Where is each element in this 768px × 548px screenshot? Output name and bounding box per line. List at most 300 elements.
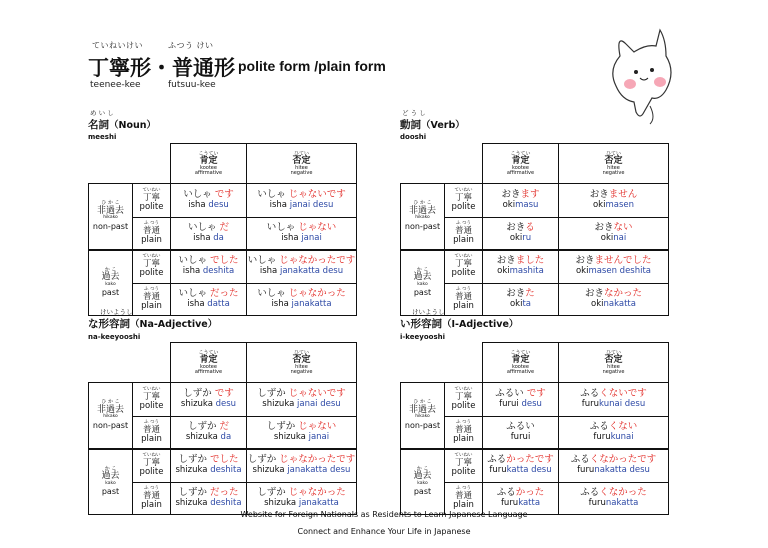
plain-kanji: 普通 <box>454 225 472 236</box>
jp-part: いしゃ <box>257 189 289 201</box>
affirmative-header <box>483 144 559 184</box>
romaji-form <box>171 400 246 410</box>
polite-form-label <box>133 184 171 218</box>
polite-label: polite <box>451 467 476 478</box>
past-label: past <box>413 487 432 497</box>
jp-part: じゃなかったです <box>279 255 356 267</box>
noun-conjugation-table <box>88 143 357 316</box>
table-row <box>401 184 669 218</box>
plain-kanji: 普通 <box>454 291 472 302</box>
jp-part: おき <box>575 255 595 267</box>
jp-part: る <box>525 221 535 233</box>
romaji-part: furu <box>500 498 519 509</box>
negative-kanji: 否定 <box>604 155 623 166</box>
jp-part: しずか <box>178 454 210 466</box>
affirmative-romaji: kootee <box>200 363 217 370</box>
past-romaji: kako <box>105 480 116 486</box>
jp-part: ません <box>608 189 638 201</box>
jp-part: なかった <box>604 288 643 300</box>
table-row <box>401 250 669 284</box>
i-adj-title-en: （I-Adjective） <box>442 319 519 330</box>
past-row-header <box>89 449 133 515</box>
polite-form-label <box>133 449 171 483</box>
conjugation-cell <box>247 383 357 417</box>
past-romaji: kako <box>417 480 428 486</box>
romaji-part: oki <box>592 200 606 211</box>
plain-form-label <box>133 218 171 250</box>
romaji-form <box>559 300 668 310</box>
futsuu-romaji: futsuu-kee <box>168 80 216 90</box>
noun-romaji: meeshi <box>88 133 117 141</box>
romaji-part: desu <box>622 399 646 410</box>
table-corner <box>401 144 483 184</box>
conjugation-cell <box>247 184 357 218</box>
polite-furigana: ていねい <box>454 188 473 194</box>
polite-furigana: ていねい <box>454 387 473 393</box>
polite-kanji: 丁寧 <box>454 458 472 469</box>
romaji-part: isha <box>187 299 208 310</box>
conjugation-cell <box>171 218 247 250</box>
conjugation-cell <box>559 417 669 449</box>
romaji-form <box>171 267 246 277</box>
romaji-part: shizuka <box>180 399 216 410</box>
jp-part: しずか <box>187 420 220 432</box>
jp-part: です <box>526 388 546 400</box>
plain-label: plain <box>141 300 162 311</box>
romaji-part: janakatta desu <box>279 266 344 277</box>
romaji-form <box>559 499 668 509</box>
romaji-part: furu <box>581 399 600 410</box>
affirmative-romaji: kootee <box>512 164 529 171</box>
jp-part: ふるい <box>495 388 527 400</box>
romaji-form <box>559 466 668 476</box>
nonpast-label: non-past <box>92 221 129 231</box>
plain-label: plain <box>453 499 474 510</box>
polite-form-label <box>445 449 483 483</box>
romaji-part: desu <box>208 200 229 211</box>
romaji-part: kunai <box>599 399 623 410</box>
romaji-form <box>171 466 246 476</box>
affirmative-furigana: こうてい <box>198 349 219 356</box>
jp-part: くない <box>608 420 638 432</box>
plain-label: plain <box>453 433 474 444</box>
table-corner <box>89 343 171 383</box>
jp-part: ませんでした <box>594 255 652 267</box>
romaji-part: isha <box>269 200 290 211</box>
plain-furigana: ふ つう <box>144 419 159 425</box>
jp-part: ふる <box>570 454 590 466</box>
jp-part: じゃないです <box>288 388 346 400</box>
page-title-jp: 丁寧形・普通形 <box>88 56 235 80</box>
polite-kanji: 丁寧 <box>142 192 160 203</box>
romaji-part: shizuka <box>252 465 288 476</box>
noun-title-en: （Noun） <box>109 120 157 131</box>
romaji-form <box>559 234 668 244</box>
negative-romaji: hitee <box>295 363 308 370</box>
plain-kanji: 普通 <box>454 490 472 501</box>
polite-furigana: ていねい <box>142 387 161 393</box>
past-kanji: 過去 <box>413 272 432 283</box>
jp-part: ない <box>613 221 633 233</box>
polite-label: polite <box>451 400 476 411</box>
affirmative-label: affirmative <box>506 169 535 176</box>
romaji-part: isha <box>259 266 280 277</box>
romaji-part: datta <box>207 299 230 310</box>
romaji-part: furu <box>577 465 595 476</box>
jp-part: でした <box>210 255 239 267</box>
jp-part: いしゃ <box>247 255 280 267</box>
romaji-part: katta <box>518 498 541 509</box>
jp-part: じゃなかった <box>288 487 346 499</box>
negative-header <box>559 144 669 184</box>
romaji-form <box>171 300 246 310</box>
conjugation-cell <box>247 250 357 284</box>
nonpast-furigana: ひ か こ <box>413 200 432 207</box>
polite-label: polite <box>139 467 164 478</box>
jp-part: おき <box>589 189 609 201</box>
table-corner <box>401 343 483 383</box>
polite-form-label <box>445 250 483 284</box>
romaji-part: da <box>213 232 224 243</box>
polite-form-label <box>445 184 483 218</box>
nonpast-romaji: hikako <box>103 215 118 221</box>
footer-line-1: Website for Foreign Nationals as Residents to Learn Japanese Language <box>240 510 528 519</box>
romaji-part: oki <box>600 232 614 243</box>
romaji-part: nai <box>613 232 627 243</box>
jp-part: しずか <box>257 388 289 400</box>
negative-furigana: ひてい <box>293 150 309 157</box>
romaji-part: furu <box>593 431 611 442</box>
verb-heading <box>400 117 465 132</box>
romaji-part: isha <box>271 299 292 310</box>
romaji-form <box>483 201 558 211</box>
romaji-form <box>483 267 558 277</box>
affirmative-header <box>483 343 559 383</box>
negative-label: negative <box>290 169 313 176</box>
romaji-form <box>247 499 356 509</box>
conjugation-cell <box>559 184 669 218</box>
polite-furigana: ていねい <box>454 453 473 459</box>
romaji-part: shizuka <box>273 431 309 442</box>
plain-label: plain <box>453 234 474 245</box>
romaji-part: shizuka <box>175 465 211 476</box>
romaji-part: shizuka <box>264 498 299 509</box>
jp-part: だった <box>210 487 239 499</box>
jp-part: た <box>525 288 535 300</box>
plain-kanji: 普通 <box>454 424 472 435</box>
noun-heading <box>88 117 156 132</box>
conjugation-cell <box>171 184 247 218</box>
jp-part: です <box>214 388 234 400</box>
romaji-part: masu <box>515 200 539 211</box>
polite-furigana: ていねい <box>142 188 161 194</box>
plain-furigana: ふ つう <box>144 220 159 226</box>
plain-label: plain <box>453 300 474 311</box>
jp-part: です <box>627 388 647 400</box>
conjugation-cell <box>247 417 357 449</box>
past-furigana: か こ <box>104 465 117 472</box>
romaji-part: masen <box>605 200 635 211</box>
romaji-form <box>559 433 668 443</box>
conjugation-cell <box>171 383 247 417</box>
conjugation-cell <box>483 184 559 218</box>
conjugation-cell <box>483 218 559 250</box>
polite-form-label <box>133 383 171 417</box>
nonpast-row-header <box>401 184 445 250</box>
jp-part: じゃないです <box>288 189 346 201</box>
jp-part: おき <box>584 288 604 300</box>
romaji-part: deshita <box>210 498 242 509</box>
jp-part: ふる <box>487 454 507 466</box>
polite-label: polite <box>451 268 476 279</box>
plain-label: plain <box>141 499 162 510</box>
nonpast-kanji: 非過去 <box>408 404 436 415</box>
nonpast-kanji: 非過去 <box>408 205 436 216</box>
plain-furigana: ふ つう <box>456 486 471 492</box>
polite-form-label <box>445 383 483 417</box>
past-romaji: kako <box>417 281 428 287</box>
jp-part: だ <box>219 420 230 432</box>
table-row <box>89 383 357 417</box>
jp-part: おき <box>501 189 521 201</box>
verb-furigana: ど う し <box>402 109 426 117</box>
conjugation-cell <box>559 383 669 417</box>
nonpast-furigana: ひ か こ <box>101 200 120 207</box>
romaji-part: shizuka <box>175 498 211 509</box>
i-adj-heading <box>400 316 518 331</box>
verb-romaji: dooshi <box>400 133 427 141</box>
plain-form-label <box>445 284 483 316</box>
jp-part: くない <box>599 388 628 400</box>
romaji-part: oki <box>497 266 510 277</box>
polite-furigana: ていねい <box>142 254 161 260</box>
romaji-part: janakatta <box>291 299 332 310</box>
na-adj-furigana: けいようし <box>100 308 133 316</box>
romaji-part: shizuka <box>262 399 298 410</box>
na-adj-title-en: （Na-Adjective） <box>130 319 218 330</box>
negative-romaji: hitee <box>607 164 620 171</box>
affirmative-romaji: kootee <box>200 164 217 171</box>
conjugation-cell <box>171 449 247 483</box>
past-row-header <box>89 250 133 316</box>
romaji-part: oki <box>502 200 516 211</box>
table-row <box>401 449 669 483</box>
conjugation-cell <box>483 449 559 483</box>
jp-part: しずか <box>266 420 299 432</box>
plain-form-label <box>445 218 483 250</box>
romaji-form <box>559 201 668 211</box>
noun-title-jp: 名詞 <box>88 119 109 131</box>
nonpast-label: non-past <box>404 221 441 231</box>
romaji-part: oki <box>509 232 523 243</box>
conjugation-cell <box>483 284 559 316</box>
jp-part: いしゃ <box>266 221 299 233</box>
teinei-furigana: ていねいけい <box>92 41 143 50</box>
past-kanji: 過去 <box>101 272 120 283</box>
romaji-form <box>171 433 246 443</box>
affirmative-label: affirmative <box>194 368 223 375</box>
romaji-part: deshita <box>202 266 235 277</box>
romaji-form <box>247 267 356 277</box>
negative-furigana: ひてい <box>605 349 621 356</box>
past-row-header <box>401 449 445 515</box>
past-label: past <box>101 487 120 497</box>
polite-kanji: 丁寧 <box>454 391 472 402</box>
romaji-part: oki <box>509 299 523 310</box>
i-adj-furigana: けいようし <box>412 308 445 316</box>
past-furigana: か こ <box>104 266 117 273</box>
conjugation-cell <box>559 449 669 483</box>
romaji-part: janai <box>301 232 322 243</box>
na-adj-conjugation-table <box>88 342 357 515</box>
affirmative-furigana: こうてい <box>510 150 531 157</box>
jp-part: おき <box>496 255 516 267</box>
romaji-part: ta <box>522 299 532 310</box>
jp-part: だった <box>210 288 239 300</box>
conjugation-cell <box>559 218 669 250</box>
romaji-part: furui <box>499 399 522 410</box>
polite-label: polite <box>139 201 164 212</box>
table-corner <box>89 144 171 184</box>
romaji-part: isha <box>188 200 209 211</box>
plain-kanji: 普通 <box>142 225 160 236</box>
jp-part: ふるい <box>506 420 535 432</box>
jp-part: いしゃ <box>178 288 210 300</box>
romaji-form <box>483 300 558 310</box>
polite-kanji: 丁寧 <box>142 391 160 402</box>
romaji-part: deshita <box>210 465 242 476</box>
negative-header <box>247 343 357 383</box>
jp-part: ふる <box>580 487 600 499</box>
nonpast-kanji: 非過去 <box>96 404 124 415</box>
na-adj-romaji: na-keeyooshi <box>88 333 141 341</box>
na-adj-heading <box>88 316 217 331</box>
polite-label: polite <box>451 201 476 212</box>
plain-form-label <box>445 417 483 449</box>
footer-line-2: Connect and Enhance Your Life in Japanese <box>297 527 471 536</box>
affirmative-header <box>171 343 247 383</box>
nonpast-furigana: ひ か こ <box>101 399 120 406</box>
polite-kanji: 丁寧 <box>142 458 160 469</box>
romaji-part: janai desu <box>289 200 334 211</box>
affirmative-furigana: こうてい <box>198 150 219 157</box>
affirmative-label: affirmative <box>506 368 535 375</box>
jp-part: ます <box>520 189 540 201</box>
romaji-part: oki <box>591 299 604 310</box>
polite-kanji: 丁寧 <box>454 192 472 203</box>
i-adj-conjugation-table <box>400 342 669 515</box>
polite-furigana: ていねい <box>454 254 473 260</box>
past-furigana: か こ <box>416 465 429 472</box>
romaji-form <box>559 267 668 277</box>
plain-label: plain <box>141 433 162 444</box>
jp-part: いしゃ <box>257 288 289 300</box>
nonpast-furigana: ひ か こ <box>413 399 432 406</box>
table-row <box>89 250 357 284</box>
jp-part: です <box>214 189 234 201</box>
conjugation-cell <box>483 250 559 284</box>
conjugation-cell <box>171 250 247 284</box>
jp-part: ました <box>515 255 545 267</box>
nonpast-romaji: hikako <box>415 414 430 420</box>
jp-part: ふる <box>580 388 600 400</box>
polite-label: polite <box>139 268 164 279</box>
romaji-form <box>483 400 558 410</box>
affirmative-kanji: 肯定 <box>511 155 530 166</box>
romaji-form <box>483 499 558 509</box>
past-kanji: 過去 <box>413 471 432 482</box>
conjugation-cell <box>247 284 357 316</box>
romaji-part: furu <box>588 498 606 509</box>
past-label: past <box>413 288 432 298</box>
jp-part: くなかった <box>599 487 647 499</box>
romaji-form <box>171 201 246 211</box>
romaji-part: janakatta desu <box>287 465 351 476</box>
nonpast-label: non-past <box>92 420 129 430</box>
romaji-part: nakatta <box>603 299 636 310</box>
negative-romaji: hitee <box>607 363 620 370</box>
jp-part: しずか <box>183 388 215 400</box>
plain-furigana: ふ つう <box>144 486 159 492</box>
plain-label: plain <box>141 234 162 245</box>
page-title-en: polite form /plain form <box>238 58 386 74</box>
plain-furigana: ふ つう <box>456 419 471 425</box>
negative-label: negative <box>290 368 313 375</box>
plain-form-label <box>133 284 171 316</box>
romaji-part: janai <box>308 431 330 442</box>
romaji-part: isha <box>281 232 302 243</box>
romaji-part: desu <box>521 399 542 410</box>
conjugation-cell <box>559 284 669 316</box>
past-kanji: 過去 <box>101 471 120 482</box>
plain-kanji: 普通 <box>142 424 160 435</box>
table-row <box>89 449 357 483</box>
romaji-form <box>247 234 356 244</box>
noun-furigana: め い し <box>90 109 114 117</box>
i-adj-title-jp: い形容詞 <box>400 318 442 330</box>
romaji-part: ru <box>522 232 532 243</box>
romaji-part: nakatta <box>605 498 639 509</box>
futsuu-furigana: ふつう けい <box>168 41 214 50</box>
plain-furigana: ふ つう <box>144 287 159 293</box>
romaji-form <box>247 466 356 476</box>
negative-header <box>247 144 357 184</box>
jp-part: いしゃ <box>187 221 220 233</box>
jp-part: しずか <box>178 487 210 499</box>
teinei-romaji: teenee-kee <box>90 80 141 90</box>
polite-label: polite <box>139 400 164 411</box>
romaji-form <box>483 234 558 244</box>
jp-part: しずか <box>247 454 280 466</box>
conjugation-cell <box>171 284 247 316</box>
negative-header <box>559 343 669 383</box>
jp-part: おき <box>506 288 526 300</box>
i-adj-romaji: i-keeyooshi <box>400 333 445 341</box>
nonpast-row-header <box>401 383 445 449</box>
romaji-form <box>559 400 668 410</box>
past-romaji: kako <box>105 281 116 287</box>
romaji-part: nakatta desu <box>594 465 650 476</box>
romaji-form <box>171 234 246 244</box>
conjugation-cell <box>171 417 247 449</box>
affirmative-romaji: kootee <box>512 363 529 370</box>
nonpast-row-header <box>89 184 133 250</box>
jp-part: じゃなかったです <box>279 454 356 466</box>
negative-kanji: 否定 <box>292 354 311 365</box>
polite-form-label <box>133 250 171 284</box>
romaji-part: isha <box>193 232 214 243</box>
jp-part: おき <box>506 221 526 233</box>
